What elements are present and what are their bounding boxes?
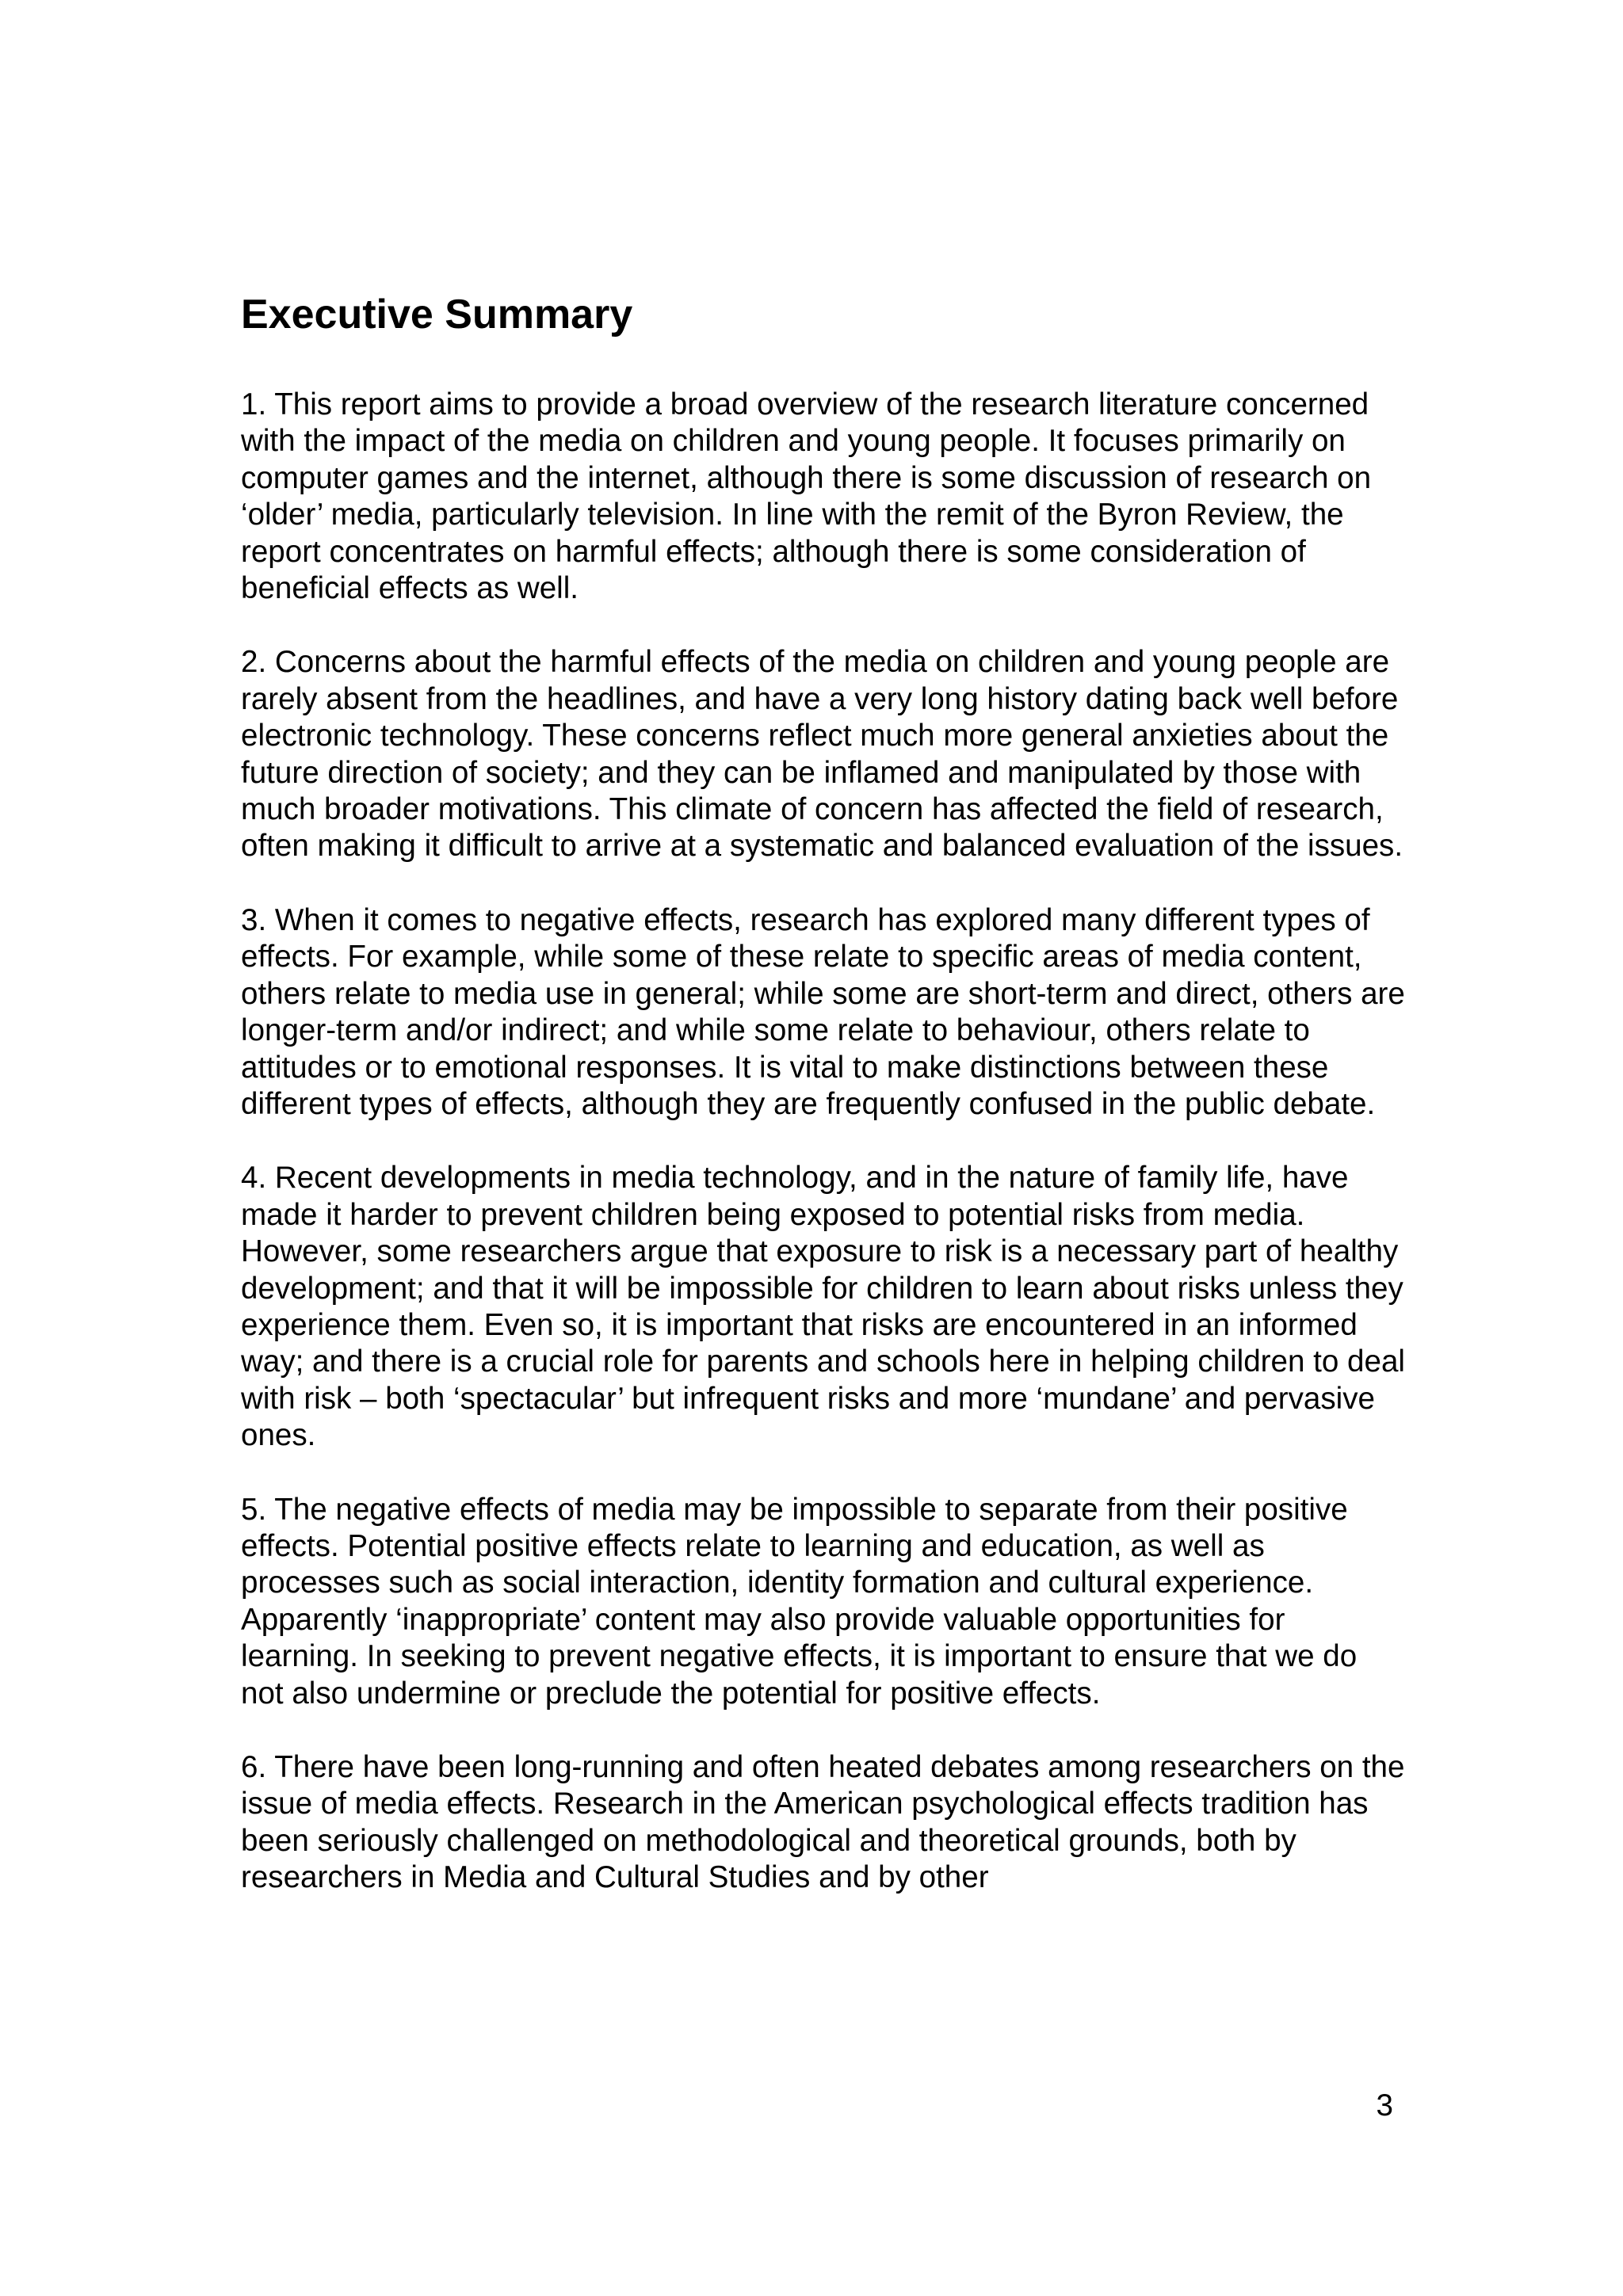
paragraph-6: 6. There have been long-running and often heated debates among researchers on the issue of media effects. Research in the American psychological effects tradition has been seriously challenged on methodological and theoretical grounds, both by researchers in Media and Cultural Studies and by other [241,1750,1405,1895]
body-text [241,387,1406,1934]
paragraph-4: 4. Recent developments in media technology, and in the nature of family life, have made it harder to prevent children being exposed to potential risks from media. However, some researchers argue that exposure to risk is a necessary part of healthy development; and that it will be impossible for children to learn about risks unless they experience them. Even so, it is important that risks are encountered in an informed way; and there is a crucial role for parents and schools here in helping children to deal with risk – both ‘spectacular’ but infrequent risks and more ‘mundane’ and pervasive ones. [241,1161,1405,1453]
paragraph-2: 2. Concerns about the harmful effects of the media on children and young people are rarely absent from the headlines, and have a very long history dating back well before electronic technology. These concerns reflect much more general anxieties about the future direction of society; and they can be inflamed and manipulated by those with much broader motivations. This climate of concern has affected the field of research, often making it difficult to arrive at a systematic and balanced evaluation of the issues. [241,645,1403,864]
paragraph-3: 3. When it comes to negative effects, research has explored many different types of effects. For example, while some of these relate to specific areas of media content, others relate to media use in general; while some are short-term and direct, others are longer-term and/or indirect; and while some relate to behaviour, others relate to attitudes or to emotional responses. It is vital to make distinctions between these different types of effects, although they are frequently confused in the public debate. [241,902,1405,1121]
paragraph-5: 5. The negative effects of media may be impossible to separate from their positive effects. Potential positive effects relate to learning and education, as well as processes such as social interaction, identity formation and cultural experience. Apparently ‘inappropriate’ content may also provide valuable opportunities for learning. In seeking to prevent negative effects, it is important to ensure that we do not also undermine or preclude the potential for positive effects. [241,1492,1358,1711]
paragraph-1: 1. This report aims to provide a broad overview of the research literature concerned with the impact of the media on children and young people. It focuses primarily on computer games and the internet, although there is some discussion of research on ‘older’ media, particularly television. In line with the remit of the Byron Review, the report concentrates on harmful effects; although there is some consideration of beneficial effects as well. [241,387,1372,606]
page-title: Executive Summary [241,292,633,338]
page-number: 3 [1376,2088,1393,2122]
